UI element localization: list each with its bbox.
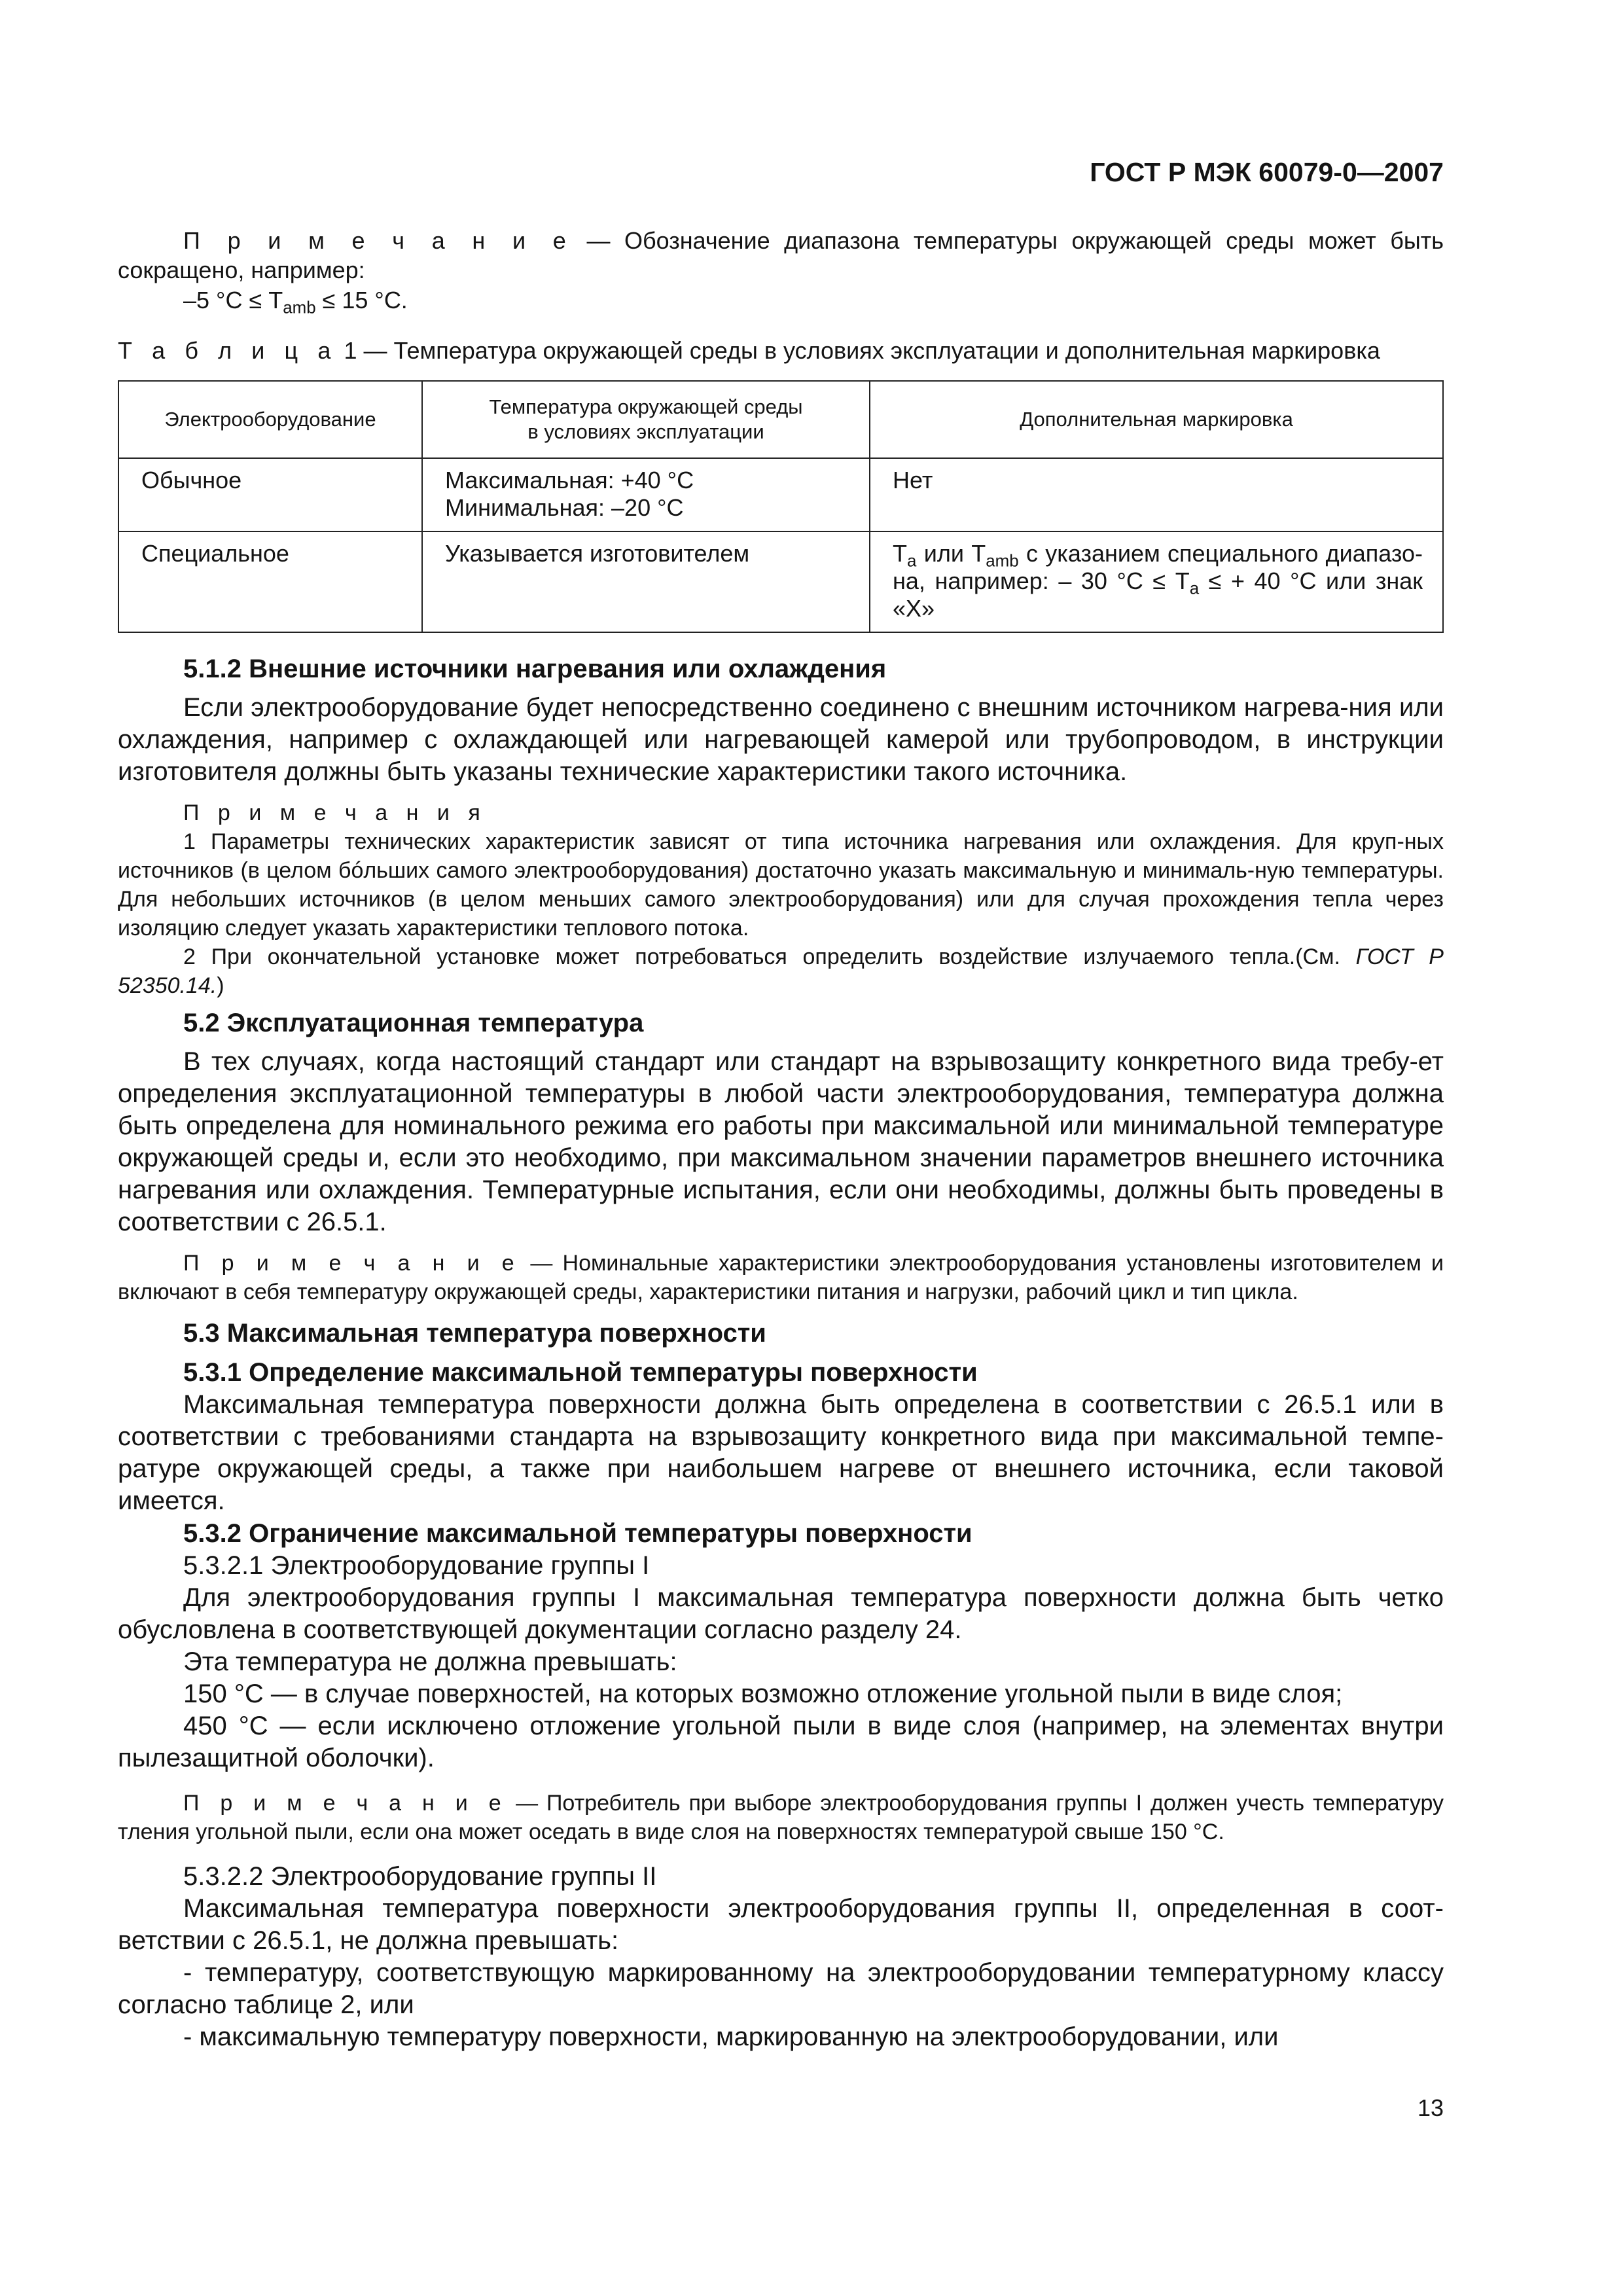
page-number: 13 (1417, 2094, 1444, 2121)
table-row (118, 531, 1443, 632)
section-text: Максимальная температура поверхности электрооборудования группы II, определенная в соот-ветствии с 26.5.1, не должна превышать: (118, 1894, 1444, 1955)
cell-line: Минимальная: –20 °С (445, 494, 684, 521)
section-text: 150 °С — в случае поверхностей, на которых возможно отложение угольной пыли в виде слоя; (183, 1679, 1343, 1708)
section-text: Если электрооборудование будет непосредственно соединено с внешним источником нагрева-ния или охлаждения, например с охлаждающей или нагревающей камерой или трубопроводом, в инструкции изготовителя должны быть указаны технические характеристики такого источника. (118, 693, 1444, 786)
note-item: 1 Параметры технических характеристик зависят от типа источника нагревания или охлаждения. Для круп-ных источников (в целом бóльших самого электрооборудования) достаточно указать максимальную и минималь-ную температуры. Для небольших источников (в целом меньших самого электрооборудования) или для случая прохождения тепла через изоляцию следует указать характеристики теплового потока. (118, 829, 1444, 941)
table-cell: Специальное (118, 531, 422, 632)
section-text: Максимальная температура поверхности должна быть определена в соответствии с 26.5.1 или в соответствии с требованиями стандарта на взрывозащиту конкретного вида при максимальной темпе-ратуре окружающей среды, а также при наибольшем нагреве от внешнего источника, если таковой имеется. (118, 1390, 1444, 1515)
page-content (118, 226, 1444, 2053)
note-label: П р и м е ч а н и е (183, 1791, 508, 1816)
subsection-title: 5.3.2.1 Электрооборудование группы I (183, 1551, 650, 1580)
table-cell (422, 458, 870, 531)
section-heading-5-1-2: 5.1.2 Внешние источники нагревания или охлаждения (183, 655, 887, 683)
table-cell: Указывается изготовителем (422, 531, 870, 632)
document-page (118, 0, 1444, 2296)
table-header-cell: Электрооборудование (118, 381, 422, 458)
table-row (118, 458, 1443, 531)
notes-label: П р и м е ч а н и я (183, 800, 487, 825)
table-header-cell: Температура окружающей среды в условиях эксплуатации (422, 381, 870, 458)
note-text: ) (217, 973, 224, 998)
cell-text: или Т (916, 540, 986, 567)
note-formula (118, 285, 1444, 316)
table-header-row (118, 381, 1443, 458)
table-cell: Обычное (118, 458, 422, 531)
subsection-title: 5.3.2.2 Электрооборудование группы II (183, 1862, 657, 1891)
note-text: 2 При окончательной установке может потребоваться определить воздействие излучаемого тепла.(См. (183, 944, 1356, 969)
section-heading-5-3: 5.3 Максимальная температура поверхности (183, 1319, 766, 1348)
note-ambient-range (118, 226, 1444, 285)
note-item (118, 1789, 1444, 1846)
section-heading-5-2: 5.2 Эксплуатационная температура (183, 1009, 644, 1037)
note-text: — Обозначение диапазона температуры окружающей среды может быть сокращено, например: (118, 227, 1444, 283)
note-label: П р и м е ч а н и е (183, 227, 573, 254)
note-text: — Потребитель при выборе электрооборудования группы I должен учесть температуру тления угольной пыли, если она может оседать в виде слоя на поверхностях температурой свыше 150 °С. (118, 1791, 1444, 1844)
section-heading-5-3-2: 5.3.2 Ограничение максимальной температуры поверхности (183, 1519, 972, 1548)
note-label: П р и м е ч а н и е (183, 1251, 521, 1276)
table-caption-label: Т а б л и ц а (118, 337, 338, 364)
list-item: - температуру, соответствующую маркированному на электрооборудовании температурному классу согласно таблице 2, или (118, 1958, 1444, 2019)
section-heading-5-3-1: 5.3.1 Определение максимальной температуры поверхности (183, 1358, 978, 1387)
formula-part: –5 °С ≤ Т (183, 287, 283, 314)
table-cell (870, 531, 1443, 632)
cell-text: с указанием специального диапазо-на, например: – 30 °С ≤ Т (893, 540, 1423, 594)
cell-text: Т (893, 540, 907, 567)
cell-sub: a (907, 552, 917, 571)
formula-part: ≤ 15 °С. (315, 287, 408, 314)
table-caption (118, 336, 1444, 366)
table-cell: Нет (870, 458, 1443, 531)
section-text: Для электрооборудования группы I максимальная температура поверхности должна быть четко обусловлена в соответствующей документации согласно разделу 24. (118, 1583, 1444, 1644)
ambient-temperature-table (118, 380, 1444, 633)
formula-sub: amb (283, 298, 316, 317)
list-item: - максимальную температуру поверхности, маркированную на электрооборудовании, или (183, 2022, 1279, 2051)
cell-sub: a (1189, 579, 1200, 598)
section-text: 450 °С — если исключено отложение угольной пыли в виде слоя (например, на элементах внутри пылезащитной оболочки). (118, 1712, 1444, 1772)
table-header-cell: Дополнительная маркировка (870, 381, 1443, 458)
note-item (118, 942, 1444, 1000)
note-text: — Номинальные характеристики электрооборудования установлены изготовителем и включают в себя температуру окружающей среды, характеристики питания и нагрузки, рабочий цикл и тип цикла. (118, 1251, 1444, 1304)
standard-header: ГОСТ Р МЭК 60079-0—2007 (1090, 157, 1444, 187)
note-item (118, 1249, 1444, 1306)
section-text: В тех случаях, когда настоящий стандарт или стандарт на взрывозащиту конкретного вида требу-ет определения эксплуатационной температуры в любой части электрооборудования, температура должна быть определена для номинального режима его работы при максимальной или минимальной температуре окружающей среды и, если это необходимо, при максимальном значении параметров внешнего источника нагревания или охлаждения. Температурные испытания, если они необходимы, должны быть проведены в соответствии с 26.5.1. (118, 1047, 1444, 1236)
table-caption-text: 1 — Температура окружающей среды в условиях эксплуатации и дополнительная маркировка (337, 337, 1380, 364)
cell-sub: amb (986, 552, 1019, 571)
note-reference: ГОСТ Р 52350.14. (118, 944, 1444, 998)
section-text: Эта температура не должна превышать: (183, 1647, 677, 1676)
cell-text: ≤ + 40 °С или знак «Х» (893, 567, 1423, 622)
cell-line: Максимальная: +40 °С (445, 467, 694, 493)
